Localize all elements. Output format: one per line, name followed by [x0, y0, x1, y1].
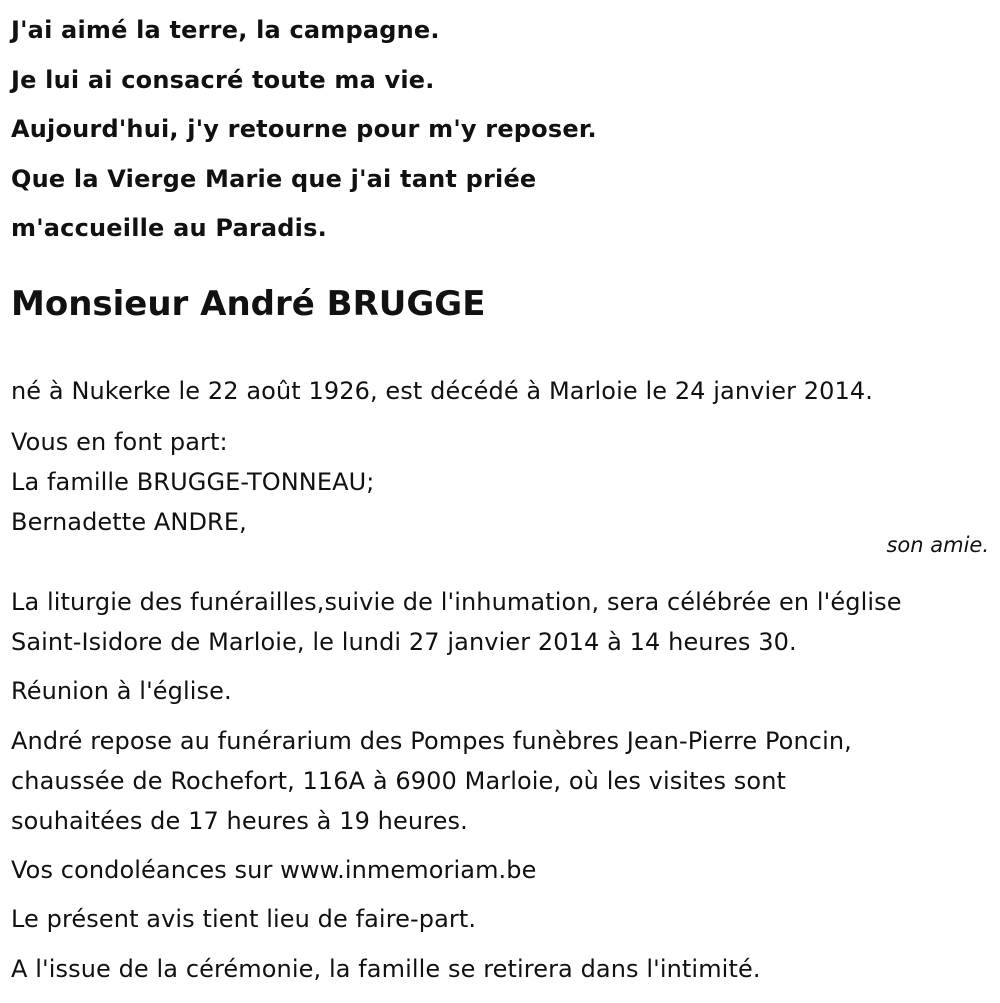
funerarium-line: André repose au funérarium des Pompes funèbres Jean-Pierre Poncin, — [11, 727, 852, 755]
closing-text — [11, 949, 996, 989]
poem-line: Aujourd'hui, j'y retourne pour m'y reposer. — [11, 115, 597, 144]
closing-line: A l'issue de la cérémonie, la famille se retirera dans l'intimité. — [11, 955, 761, 983]
liturgy-line: Saint-Isidore de Marloie, le lundi 27 janvier 2014 à 14 heures 30. — [11, 628, 797, 656]
announcers — [11, 422, 996, 542]
notice-line: Le présent avis tient lieu de faire-part. — [11, 905, 477, 933]
funerarium-line: souhaitées de 17 heures à 19 heures. — [11, 807, 468, 835]
meeting-text — [11, 671, 996, 711]
poem-line: m'accueille au Paradis. — [11, 214, 327, 243]
meeting-line: Réunion à l'église. — [11, 677, 232, 705]
deceased-name: Monsieur André BRUGGE — [11, 284, 486, 324]
liturgy-paragraph — [11, 582, 996, 662]
liturgy-line: La liturgie des funérailles,suivie de l'inhumation, sera célébrée en l'église — [11, 588, 902, 616]
announcer-family: La famille BRUGGE-TONNEAU; — [11, 468, 375, 496]
condolences-line: Vos condoléances sur www.inmemoriam.be — [11, 856, 537, 884]
poem-line: Je lui ai consacré toute ma vie. — [11, 65, 435, 94]
notice-text — [11, 899, 996, 939]
birth-death-line: né à Nukerke le 22 août 1926, est décédé à Marloie le 24 janvier 2014. — [11, 377, 874, 405]
condolences-text — [11, 850, 996, 890]
funerarium-paragraph — [11, 721, 996, 841]
announcers-intro: Vous en font part: — [11, 428, 228, 456]
announcer-friend: Bernadette ANDRE, — [11, 508, 247, 536]
friend-role: son amie. — [886, 533, 989, 557]
poem — [11, 6, 991, 254]
funerarium-line: chaussée de Rochefort, 116A à 6900 Marloie, où les visites sont — [11, 767, 787, 795]
poem-line: Que la Vierge Marie que j'ai tant priée — [11, 164, 537, 193]
birth-death-text — [11, 371, 996, 411]
poem-line: J'ai aimé la terre, la campagne. — [11, 16, 440, 44]
